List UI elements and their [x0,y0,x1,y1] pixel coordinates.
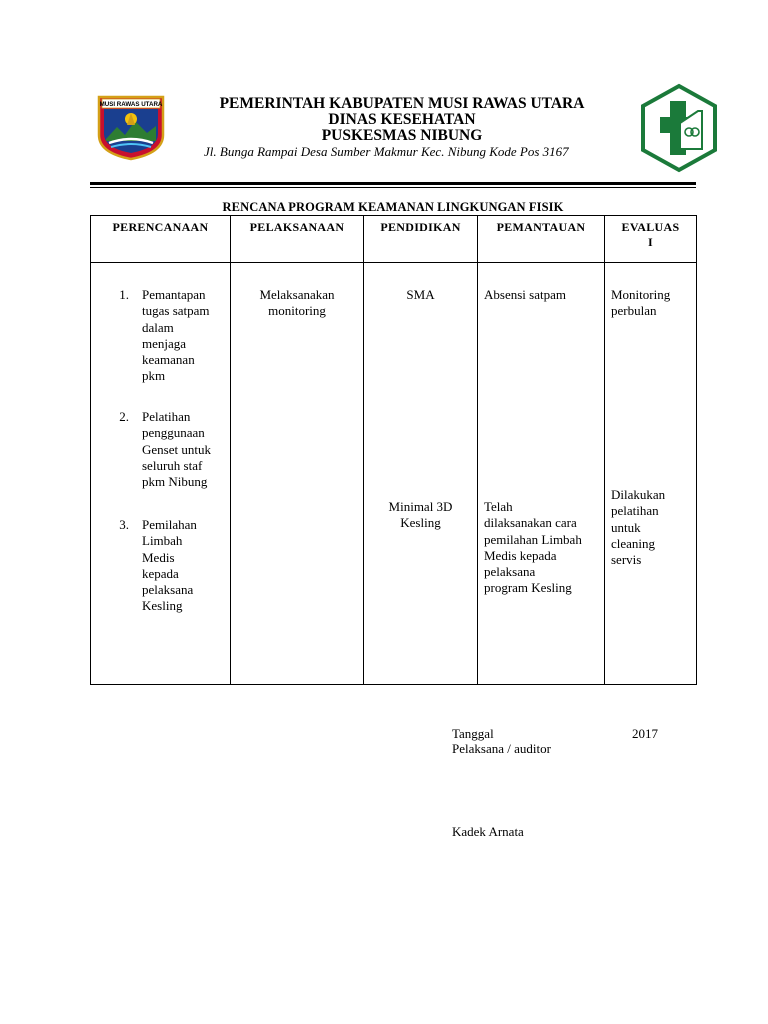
plan-line: Kesling [142,598,183,614]
plan-line: Pemantapan [142,287,206,302]
pelaksanaan-line: monitoring [268,303,326,319]
pendidikan-line: Kesling [400,515,441,531]
pemantauan-line: dilaksanakan cara [484,515,577,531]
pendidikan-line: SMA [406,287,435,302]
pendidikan-second [364,499,477,532]
col-header-pelaksanaan: PELAKSANAAN [231,216,364,263]
cell-perencanaan [91,263,231,685]
pemantauan-line: pelaksana [484,564,536,580]
header-divider-thin [90,187,696,188]
plan-line: kepada [142,565,179,581]
evaluasi-line: cleaning [611,535,656,551]
pemantauan-line: Telah [484,499,513,514]
plan-number: 2. [119,409,129,424]
evaluasi-second [611,487,665,568]
signature-year: 2017 [632,726,658,741]
pelaksanaan-line: Melaksanakan [259,287,335,302]
plan-line: Limbah [142,533,183,549]
signature-role: Pelaksana / auditor [452,741,551,756]
evaluasi-line: pelatihan [611,503,659,519]
plan-line: dalam [142,319,174,335]
signature-name: Kadek Arnata [452,824,524,839]
plan-line: Pelatihan [142,409,191,424]
plan-line: keamanan [142,352,195,368]
pemantauan-line: program Kesling [484,580,572,596]
evaluasi-header-line1: EVALUAS [621,220,680,234]
puskesmas-logo [640,83,718,173]
plan-line: seluruh staf [142,457,203,473]
pemantauan-first [484,287,566,303]
col-header-pendidikan: PENDIDIKAN [364,216,478,263]
plan-line: Medis [142,549,175,565]
pelaksanaan-text [231,287,363,320]
plan-item [142,517,197,615]
signature-date-label: Tanggal [452,726,494,741]
evaluasi-header-line2: I [648,235,653,249]
col-header-evaluasi [605,216,697,263]
facility-name: PUSKESMAS NIBUNG [321,127,483,144]
agency-name: DINAS KESEHATAN [328,111,476,128]
evaluasi-first [611,287,670,320]
cell-evaluasi [605,263,697,685]
cell-pemantauan [478,263,605,685]
plan-line: pkm Nibung [142,474,208,490]
table-body-row [91,263,697,685]
pendidikan-first [364,287,477,303]
plan-number: 3. [119,517,129,532]
program-table [90,215,697,685]
plan-item [142,409,211,490]
evaluasi-line: perbulan [611,303,657,319]
evaluasi-line: Monitoring [611,287,671,302]
table-header-row [91,216,697,263]
col-header-pemantauan: PEMANTAUAN [478,216,605,263]
pemantauan-line: pemilahan Limbah [484,531,582,547]
pemantauan-line: Medis kepada [484,547,557,563]
musi-rawas-utara-logo [97,95,165,161]
plan-line: menjaga [142,335,187,351]
plan-line: Pemilahan [142,517,197,532]
evaluasi-line: untuk [611,519,641,535]
plan-item [142,287,210,385]
col-header-perencanaan: PERENCANAAN [91,216,231,263]
plan-line: pkm [142,368,166,384]
government-name: PEMERINTAH KABUPATEN MUSI RAWAS UTARA [219,95,585,112]
address: Jl. Bunga Rampai Desa Sumber Makmur Kec. Nibung Kode Pos 3167 [204,144,569,159]
cell-pelaksanaan [231,263,364,685]
logo-banner-text: MUSI RAWAS UTARA [99,101,163,108]
plan-line: pelaksana [142,582,194,598]
document-title: RENCANA PROGRAM KEAMANAN LINGKUNGAN FISIK [222,200,564,214]
cell-pendidikan [364,263,478,685]
evaluasi-line: Dilakukan [611,487,666,502]
plan-line: penggunaan [142,425,205,441]
pemantauan-line: Absensi satpam [484,287,566,302]
plan-number: 1. [119,287,129,302]
pemantauan-second [484,499,582,597]
header-divider-thick [90,182,696,185]
pendidikan-line: Minimal 3D [388,499,453,514]
plan-line: Genset untuk [142,441,211,457]
plan-line: tugas satpam [142,303,210,319]
evaluasi-line: servis [611,552,642,568]
